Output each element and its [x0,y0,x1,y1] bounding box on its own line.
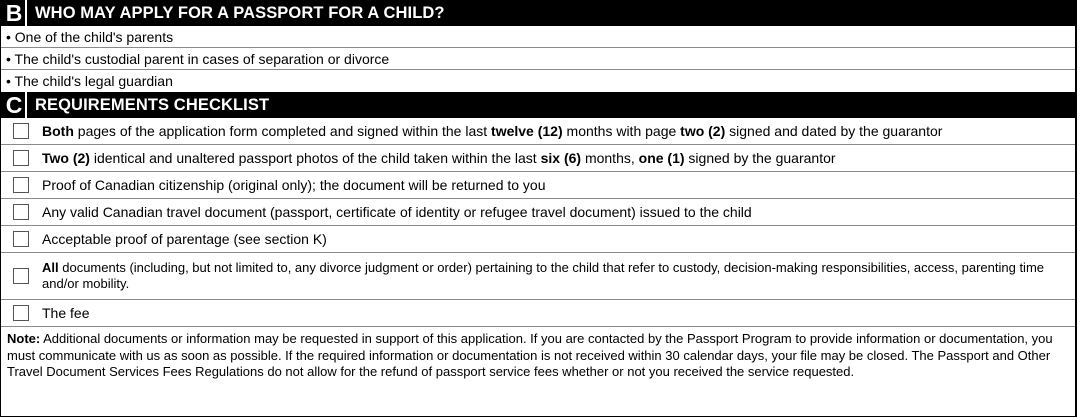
checkbox[interactable] [13,305,29,321]
checklist-item-text: Acceptable proof of parentage (see section K) [42,231,327,247]
checklist-item-text: Proof of Canadian citizenship (original only); the document will be returned to you [42,177,546,193]
checklist-item-text [42,260,1075,292]
checkbox[interactable] [13,204,29,220]
note-label: Note: [7,331,41,346]
checklist-item-fee [1,300,1075,327]
list-item: • The child's custodial parent in cases of separation or divorce [1,48,1075,70]
section-c-header [1,92,1075,118]
checklist-item-parentage [1,226,1075,253]
section-b-title: WHO MAY APPLY FOR A PASSPORT FOR A CHILD? [35,4,445,22]
bold-text: Two (2) [42,150,90,166]
text-span: pages of the application form completed and signed within the last [73,123,492,139]
section-c-title: REQUIREMENTS CHECKLIST [35,96,270,114]
checklist-item-citizenship [1,172,1075,199]
note-paragraph [1,327,1075,381]
checklist-item-text: Any valid Canadian travel document (passport, certificate of identity or refugee travel document) issued to the child [42,204,752,220]
checklist-item-travel-document [1,199,1075,226]
text-span: identical and unaltered passport photos of the child taken within the last [89,150,541,166]
checkbox[interactable] [13,177,29,193]
checklist-item-text: The fee [42,305,90,321]
section-b-letter: B [3,0,27,26]
text-span: months, [581,150,639,166]
bold-text: one (1) [638,150,685,166]
bold-text: All [42,260,59,275]
section-c-letter: C [3,92,27,118]
bold-text: six (6) [540,150,582,166]
text-span: documents (including, but not limited to, any divorce judgment or order) pertaining to the child that refer to custody, decision-making responsibilities, access, parenting time and/or mobility. [42,260,1044,291]
checklist-item-custody-documents [1,253,1075,300]
text-span: signed and dated by the guarantor [725,123,943,139]
text-span: signed by the guarantor [684,150,836,166]
list-item: • One of the child's parents [1,26,1075,48]
checkbox[interactable] [13,150,29,166]
requirements-checklist [1,118,1075,327]
checklist-item-text [42,149,836,167]
checkbox[interactable] [13,268,29,284]
list-item: • The child's legal guardian [6,73,173,89]
checklist-item-photos [1,145,1075,172]
checkbox[interactable] [13,231,29,247]
bold-text: twelve (12) [491,123,563,139]
bold-text: Both [42,123,74,139]
note-text: Additional documents or information may be requested in support of this application. If you are contacted by the Passport Program to provide information or documentation, you must communicate with us as soon as possible. If the required information or documentation is not received within 30 calendar days, your file may be closed. The Passport and Other Travel Document Services Fees Regulations do not allow for the refund of passport service fees whether or not you received the service requested. [7,331,1053,379]
checklist-item-application-form [1,118,1075,145]
bold-text: two (2) [680,123,726,139]
checklist-item-text [42,122,942,140]
section-b-header [1,0,1075,26]
text-span: months with page [562,123,681,139]
checkbox[interactable] [13,123,29,139]
section-b-list [1,26,1075,92]
